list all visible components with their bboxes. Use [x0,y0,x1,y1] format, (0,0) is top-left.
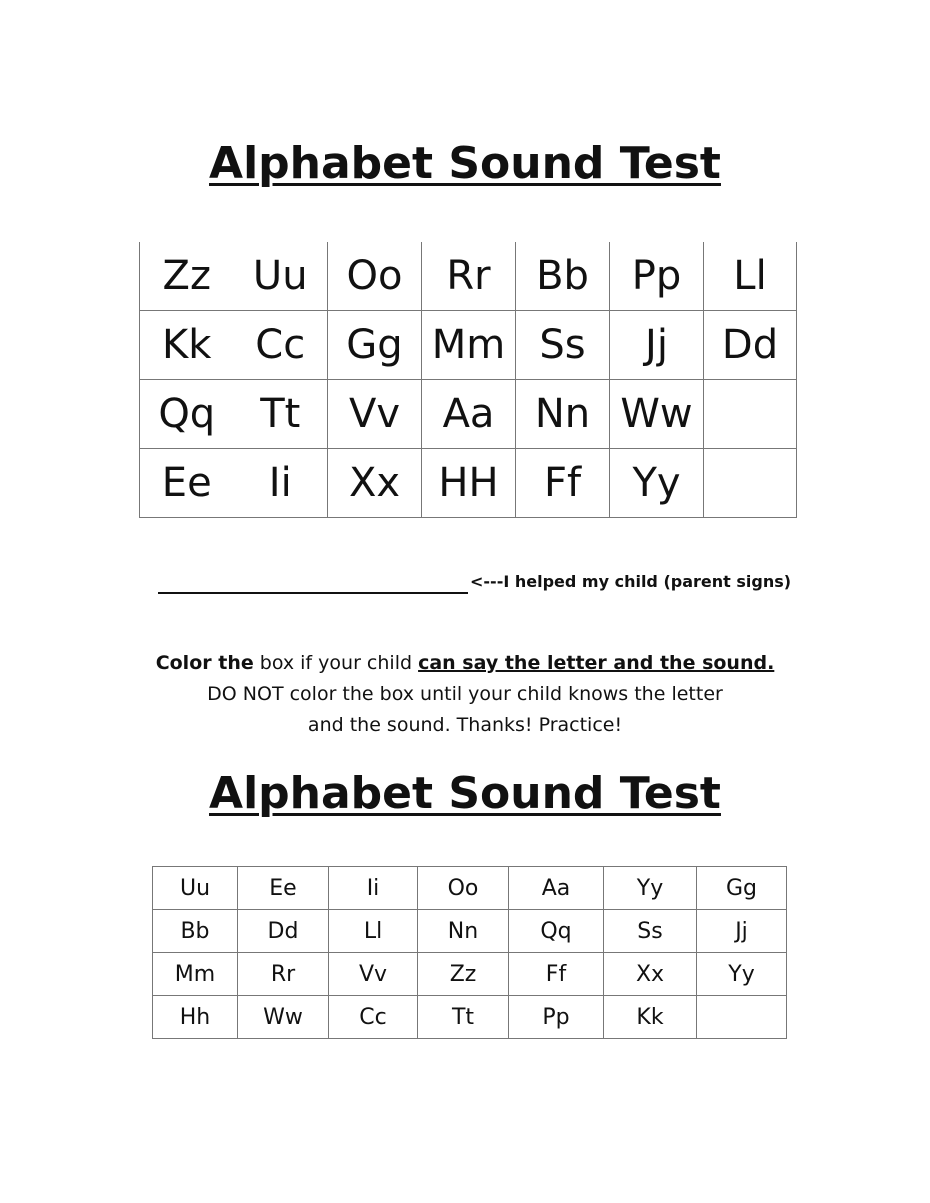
letter-cell[interactable]: HH [422,449,516,518]
letter-row [153,953,787,996]
letter-cell[interactable]: Jj [697,910,787,953]
letter-cell[interactable]: Jj [610,311,704,380]
letter-cell[interactable]: Ee [140,449,234,518]
letter-row [140,380,797,449]
letter-cell[interactable]: Uu [234,242,328,311]
letter-cell[interactable]: Nn [516,380,610,449]
parent-signature-label: <---I helped my child (parent signs) [470,572,792,591]
letter-cell[interactable]: Ii [234,449,328,518]
letter-cell[interactable]: Uu [153,867,238,910]
letter-cell[interactable]: Aa [422,380,516,449]
letter-cell[interactable]: Dd [704,311,797,380]
letter-cell[interactable]: Cc [234,311,328,380]
letter-cell[interactable]: Mm [153,953,238,996]
letter-cell[interactable]: Ll [704,242,797,311]
letter-cell[interactable]: Qq [509,910,604,953]
letter-cell[interactable] [704,449,797,518]
letter-cell[interactable] [697,996,787,1039]
letter-cell[interactable]: Pp [509,996,604,1039]
instructions-bold: Color the [155,652,254,674]
letter-cell[interactable]: Mm [422,311,516,380]
page-title [0,138,930,190]
letter-cell[interactable]: Rr [238,953,329,996]
letter-cell[interactable]: Ll [329,910,418,953]
letter-cell[interactable]: Zz [418,953,509,996]
letter-cell[interactable]: Bb [516,242,610,311]
letter-cell[interactable]: Dd [238,910,329,953]
letter-row [140,242,797,311]
letter-cell[interactable]: Bb [153,910,238,953]
letter-cell[interactable]: Nn [418,910,509,953]
instructions-line-1 [0,648,930,679]
letter-cell[interactable]: Pp [610,242,704,311]
letter-row [153,996,787,1039]
letter-cell[interactable] [704,380,797,449]
page-title-secondary-text: Alphabet Sound Test [209,768,721,819]
instructions-plain: box if your child [253,652,419,674]
letter-cell[interactable]: Yy [604,867,697,910]
letter-cell[interactable]: Ww [238,996,329,1039]
letter-row [140,311,797,380]
letter-cell[interactable]: Ss [516,311,610,380]
letter-cell[interactable]: Gg [328,311,422,380]
page-title-secondary [0,768,930,820]
letter-cell[interactable]: Zz [140,242,234,311]
letter-grid-small-body [153,867,787,1039]
letter-cell[interactable]: Tt [234,380,328,449]
letter-row [140,449,797,518]
letter-cell[interactable]: Oo [418,867,509,910]
letter-grid-large [139,242,797,518]
letter-row [153,910,787,953]
letter-grid-large-body [140,242,797,518]
instructions [0,648,930,741]
instructions-line-2: DO NOT color the box until your child knows the letter [207,683,723,705]
letter-cell[interactable]: Yy [610,449,704,518]
letter-cell[interactable]: Xx [328,449,422,518]
parent-signature-line[interactable] [158,592,468,594]
letter-cell[interactable]: Ee [238,867,329,910]
letter-cell[interactable]: Yy [697,953,787,996]
letter-cell[interactable]: Rr [422,242,516,311]
letter-cell[interactable]: Hh [153,996,238,1039]
page-title-text: Alphabet Sound Test [209,138,721,189]
letter-cell[interactable]: Oo [328,242,422,311]
letter-cell[interactable]: Cc [329,996,418,1039]
letter-cell[interactable]: Vv [328,380,422,449]
letter-cell[interactable]: Vv [329,953,418,996]
instructions-underlined: can say the letter and the sound. [418,652,775,674]
letter-cell[interactable]: Ff [516,449,610,518]
letter-cell[interactable]: Ww [610,380,704,449]
letter-cell[interactable]: Kk [604,996,697,1039]
instructions-line-3: and the sound. Thanks! Practice! [307,714,623,736]
letter-row [153,867,787,910]
letter-cell[interactable]: Ff [509,953,604,996]
letter-cell[interactable]: Tt [418,996,509,1039]
letter-cell[interactable]: Qq [140,380,234,449]
letter-cell[interactable]: Xx [604,953,697,996]
letter-cell[interactable]: Gg [697,867,787,910]
letter-cell[interactable]: Kk [140,311,234,380]
letter-grid-small [152,866,787,1039]
letter-cell[interactable]: Ss [604,910,697,953]
letter-cell[interactable]: Ii [329,867,418,910]
letter-cell[interactable]: Aa [509,867,604,910]
